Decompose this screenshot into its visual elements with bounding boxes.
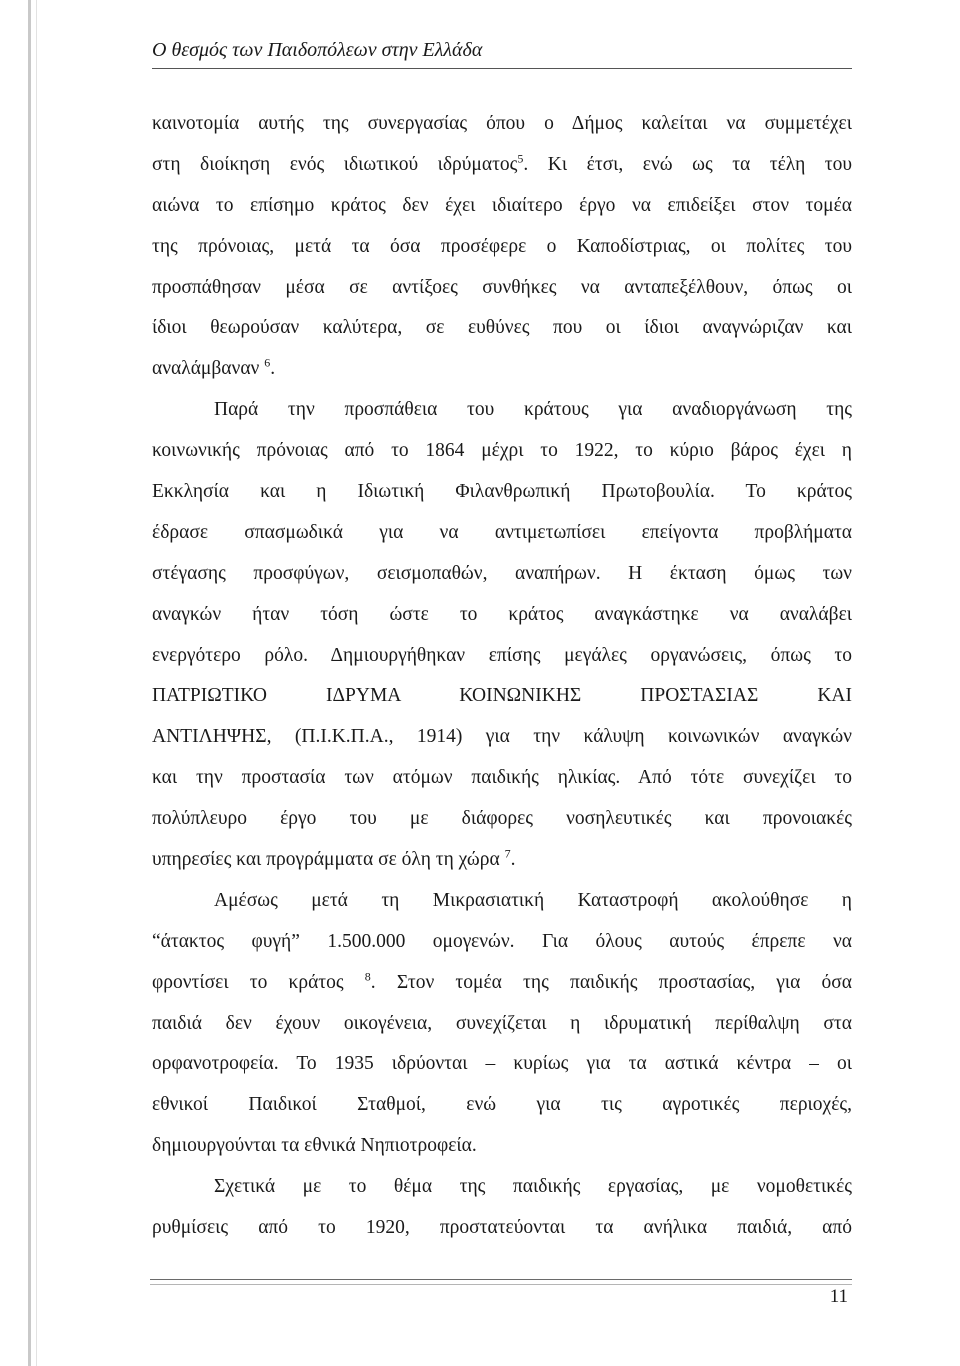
text-line: αιώνα το επίσημο κράτος δεν έχει ιδιαίτερο έργο να επιδείξει στον τομέα	[152, 194, 852, 216]
text-line: στέγασης προσφύγων, σεισμοπαθών, αναπήρων. Η έκταση όμως των	[152, 562, 852, 584]
text-line: δημιουργούνται τα εθνικά Νηπιοτροφεία.	[152, 1135, 477, 1157]
text-line: αναλάμβαναν $^6$.	[152, 355, 276, 380]
body-text	[152, 104, 852, 1249]
text-line: ορφανοτροφεία. Το 1935 ιδρύονται – κυρίως για τα αστικά κέντρα – οι	[152, 1053, 852, 1075]
text-line: φροντίσει το κράτος $^8$. Στον τομέα της παιδικής προστασίας, για όσα	[152, 969, 853, 993]
text-line: έδρασε σπασμωδικά για να αντιμετωπίσει επείγοντα προβλήματα	[152, 521, 852, 543]
header-rule	[152, 68, 852, 69]
text-line: και την προστασία των ατόμων παιδικής ηλικίας. Από τότε συνεχίζει το	[152, 767, 852, 789]
footer-rule	[150, 1279, 852, 1280]
page-number: 11	[829, 1286, 848, 1307]
footnote-ref: 5	[517, 151, 524, 166]
text-line: αναγκών ήταν τόση ώστε το κράτος αναγκάστηκε να αναλάβει	[152, 603, 852, 625]
scan-edge-shadow	[28, 0, 31, 1366]
footnote-ref: 8	[364, 969, 371, 984]
text-line: καινοτομία αυτής της συνεργασίας όπου ο Δήμος καλείται να συμμετέχει	[152, 113, 852, 134]
footnote-ref: 7	[504, 846, 511, 861]
text-line: ΠΑΤΡΙΩΤΙΚΟ ΙΔΡΥΜΑ ΚΟΙΝΩΝΙΚΗΣ ΠΡΟΣΤΑΣΙΑΣ ΚΑΙ	[152, 685, 852, 707]
text-line: Παρά την προσπάθεια του κράτους για αναδιοργάνωση της	[214, 399, 852, 421]
text-line: της πρόνοιας, μετά τα όσα προσέφερε ο Καποδίστριας, οι πολίτες του	[152, 235, 852, 257]
text-line: προσπάθησαν μέσα σε αντίξοες συνθήκες να ανταπεξέλθουν, όπως οι	[152, 276, 852, 298]
text-line: εθνικοί Παιδικοί Σταθμοί, ενώ για τις αγροτικές περιοχές,	[152, 1094, 852, 1116]
text-line: ενεργότερο ρόλο. Δημιουργήθηκαν επίσης μεγάλες οργανώσεις, όπως το	[152, 644, 852, 666]
text-line: Αμέσως μετά τη Μικρασιατική Καταστροφή ακολούθησε η	[214, 889, 852, 911]
running-header	[152, 36, 852, 64]
scan-edge-line	[36, 0, 37, 1366]
text-line: ΑΝΤΙΛΗΨΗΣ, (Π.Ι.Κ.Π.Α., 1914) για την κάλυψη κοινωνικών αναγκών	[152, 726, 852, 748]
text-line: ίδιοι θεωρούσαν καλύτερα, σε ευθύνες που οι ίδιοι αναγνώριζαν και	[152, 317, 852, 339]
text-line: κοινωνικής πρόνοιας από το 1864 μέχρι το 1922, το κύριο βάρος έχει η	[152, 440, 852, 462]
text-line: παιδιά δεν έχουν οικογένεια, συνεχίζεται η ιδρυματική περίθαλψη στα	[152, 1012, 852, 1034]
footer-rule-secondary	[150, 1284, 852, 1285]
text-line: στη διοίκηση ενός ιδιωτικού ιδρύματος$^5$. Κι έτσι, ενώ ως τα τέλη του	[152, 151, 853, 175]
header-title: Ο θεσμός των Παιδοπόλεων στην Ελλάδα	[152, 39, 483, 61]
text-line: Σχετικά με το θέμα της παιδικής εργασίας, με νομοθετικές	[214, 1176, 852, 1198]
text-line: Εκκλησία και η Ιδιωτική Φιλανθρωπική Πρωτοβουλία. Το κράτος	[152, 481, 852, 503]
text-line: υπηρεσίες και προγράμματα σε όλη τη χώρα $^7$.	[152, 846, 516, 871]
text-line: “άτακτος φυγή” 1.500.000 ομογενών. Για όλους αυτούς έπρεπε να	[152, 930, 852, 952]
text-line: ρυθμίσεις από το 1920, προστατεύονται τα ανήλικα παιδιά, από	[152, 1217, 852, 1239]
footnote-ref: 6	[264, 355, 271, 370]
text-line: πολύπλευρο έργο του με διάφορες νοσηλευτικές και προνοιακές	[152, 808, 852, 830]
